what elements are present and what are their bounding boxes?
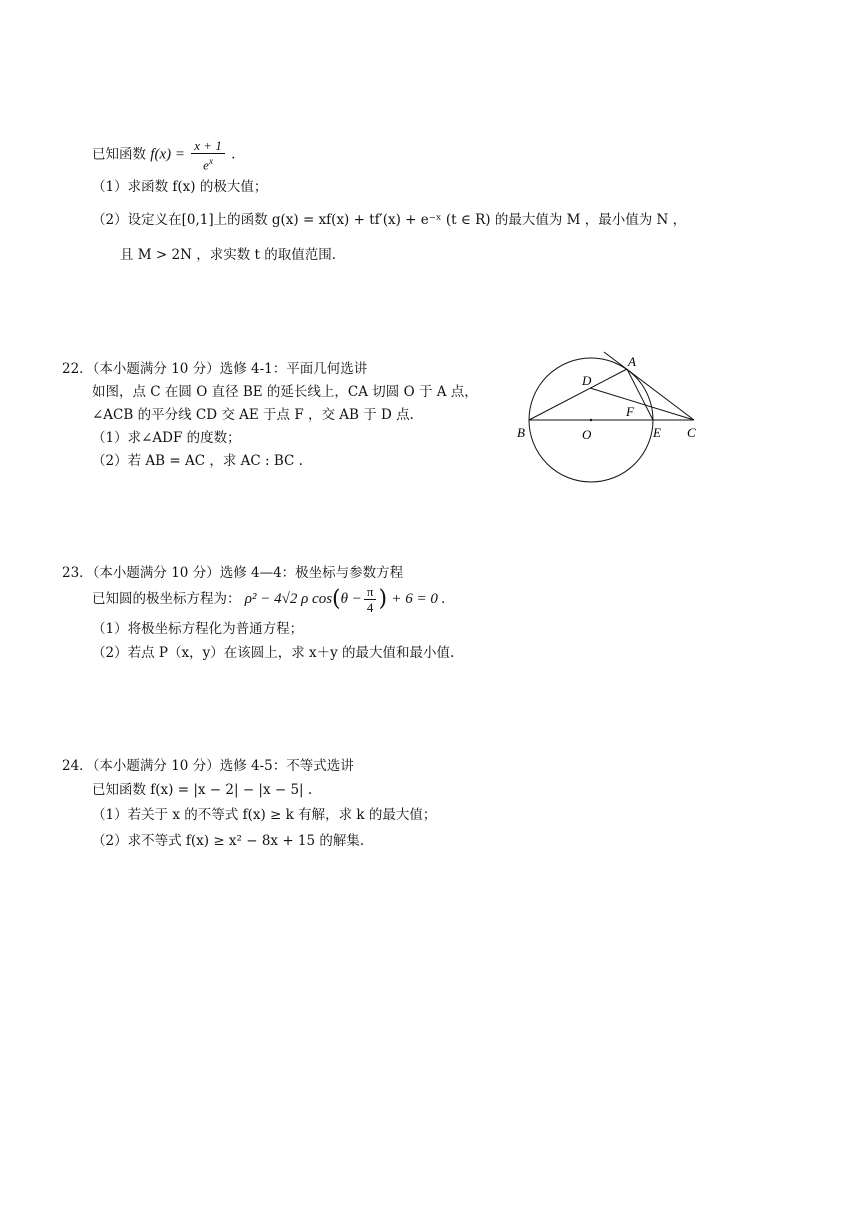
q21-frac-den [191,154,225,172]
q24-heading: 24．（本小题满分 10 分）选修 4-5：不等式选讲 [62,758,354,774]
q21-intro-line [92,138,235,172]
q21-fraction [191,138,225,172]
label-c: C [687,425,696,440]
label-a: A [628,354,636,369]
q24-line1: 已知函数 f(x) = |x − 2| − |x − 5| . [92,782,313,798]
q23-part1: （1）将极坐标方程化为普通方程； [92,621,304,637]
q23-frac-den: 4 [366,600,374,615]
q21-frac-den-sup: x [208,156,213,166]
q21-frac-den-base: e [203,157,209,173]
label-b: B [517,425,525,440]
q21-frac-num: x + 1 [191,138,225,154]
tangent-line-ca [604,352,694,420]
q23-heading: 23．（本小题满分 10 分）选修 4—4：极坐标与参数方程 [62,565,404,581]
label-e: E [653,425,661,440]
label-f: F [626,404,634,419]
q22-heading: 22．（本小题满分 10 分）选修 4-1：平面几何选讲 [62,361,368,377]
q23-part2: （2）若点 P（x，y）在该圆上，求 x＋y 的最大值和最小值. [92,645,455,661]
q22-line2: ∠ACB 的平分线 CD 交 AE 于点 F ，交 AB 于 D 点. [92,407,414,423]
q23-equation-right: + 6 = 0 . [391,591,446,607]
q21-end: . [231,146,236,163]
q21-part2-cont: 且 M > 2N ，求实数 t 的取值范围. [120,247,336,263]
q23-equation-left: ρ² − 4√2 ρ cos [244,591,333,607]
q23-line1: 已知圆的极坐标方程为： ρ² − 4√2 ρ cos(θ − $\frac{\pi}{4}$ ) + 6 = 0 . [92,584,446,615]
geometry-figure [512,350,712,485]
label-d: D [582,373,592,388]
q22-part1: （1）求∠ADF 的度数； [92,430,241,446]
q24-part1: （1）若关于 x 的不等式 f(x) ≥ k 有解，求 k 的最大值； [92,807,437,823]
label-o: O [582,427,592,442]
q21-part1: （1）求函数 f(x) 的极大值； [92,179,268,195]
q23-line1-text: 已知圆的极坐标方程为： [92,591,241,607]
q24-part2: （2）求不等式 f(x) ≥ x² − 8x + 15 的解集. [92,833,365,849]
point-o [590,419,592,421]
q22-part2: （2）若 AB = AC ，求 AC : BC . [92,453,303,469]
q23-theta: θ − [340,591,362,607]
q23-fraction [364,584,377,615]
q21-intro-text: 已知函数 [92,146,146,163]
q21-fx: f(x) = [150,146,185,163]
q22-line1: 如图，点 C 在圆 O 直径 BE 的延长线上，CA 切圆 O 于 A 点， [92,384,478,400]
q23-frac-num: π [364,584,377,600]
q21-part2: （2）设定义在[0,1]上的函数 g(x) = xf(x) + tf′(x) + e⁻ˣ (t ∈ R) 的最大值为 M ，最小值为 N ， [92,212,687,228]
line-cd [590,388,694,420]
